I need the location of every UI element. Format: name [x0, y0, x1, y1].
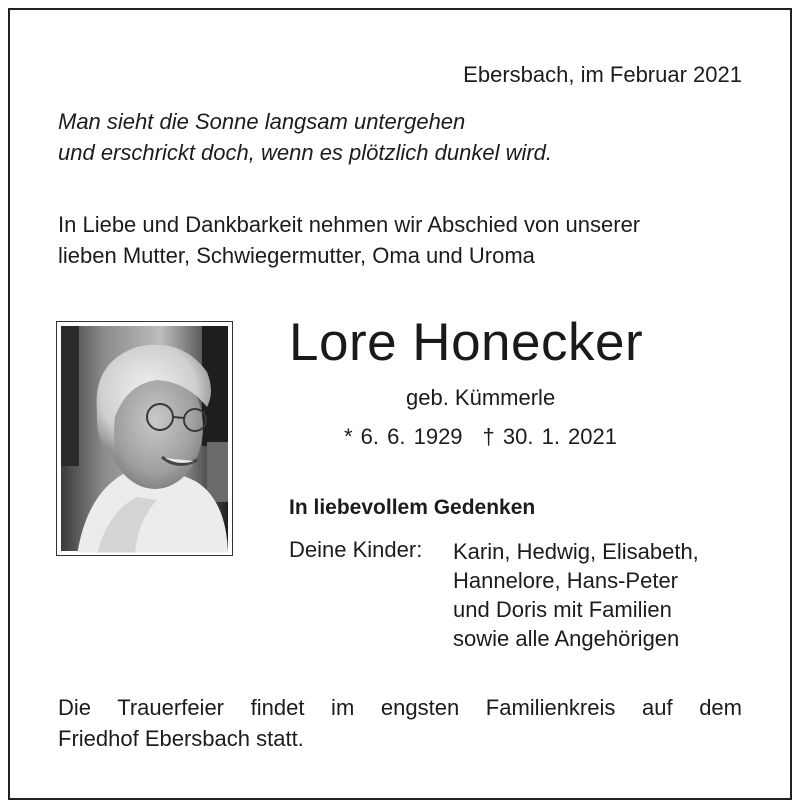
deceased-name: Lore Honecker	[289, 313, 644, 372]
children-label: Deine Kinder:	[289, 537, 423, 562]
quote-line: Man sieht die Sonne langsam untergehen	[58, 109, 466, 134]
birth-date: * 6. 6. 1929	[344, 424, 463, 449]
funeral-line: Die Trauerfeier findet im engsten Familienkreis auf dem	[58, 695, 742, 720]
life-dates	[344, 424, 617, 450]
death-date: † 30. 1. 2021	[482, 424, 617, 449]
mourners-line: sowie alle Angehörigen	[453, 626, 680, 651]
funeral-line: Friedhof Ebersbach statt.	[58, 726, 304, 751]
memorial-heading: In liebevollem Gedenken	[289, 496, 536, 519]
farewell-text	[58, 209, 640, 271]
funeral-notice	[58, 692, 742, 754]
quote-line: und erschrickt doch, wenn es plötzlich dunkel wird.	[58, 140, 553, 165]
farewell-line: lieben Mutter, Schwiegermutter, Oma und Uroma	[58, 243, 535, 268]
mourners-list	[453, 537, 699, 653]
maiden-name: geb. Kümmerle	[406, 385, 556, 410]
mourners-line: und Doris mit Familien	[453, 597, 672, 622]
place-date: Ebersbach, im Februar 2021	[463, 62, 742, 87]
portrait-photo	[56, 321, 233, 556]
memorial-quote	[58, 106, 552, 168]
mourners-line: Hannelore, Hans-Peter	[453, 568, 679, 593]
mourners-line: Karin, Hedwig, Elisabeth,	[453, 539, 699, 564]
farewell-line: In Liebe und Dankbarkeit nehmen wir Abschied von unserer	[58, 212, 641, 237]
